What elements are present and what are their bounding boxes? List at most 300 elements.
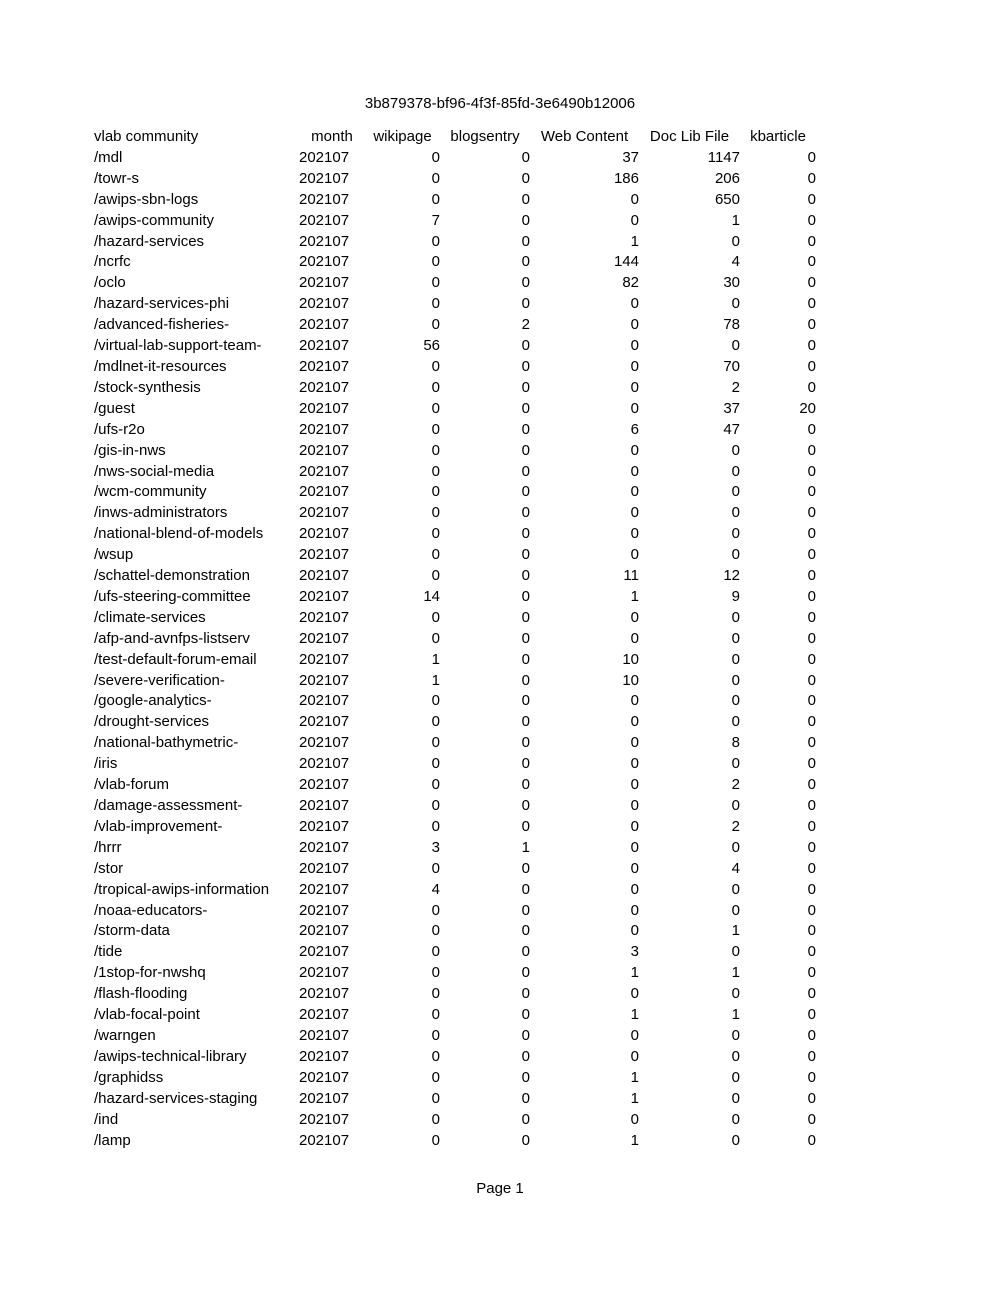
table-cell: 202107: [299, 190, 350, 208]
table-cell: 2: [731, 776, 740, 794]
column-header: Doc Lib File: [649, 128, 730, 145]
table-cell: /iris: [94, 755, 118, 773]
table-cell: 4: [731, 253, 740, 271]
table-cell: 202107: [299, 274, 350, 292]
table-cell: 0: [731, 1047, 740, 1065]
table-cell: 1: [630, 232, 639, 250]
table-cell: /vlab-improvement-: [94, 817, 223, 835]
table-cell: 0: [431, 922, 440, 940]
table-cell: /graphidss: [94, 1068, 164, 1086]
table-cell: 0: [630, 692, 639, 710]
table-cell: 1: [630, 1068, 639, 1086]
table-cell: 0: [521, 441, 530, 459]
table-cell: 0: [731, 797, 740, 814]
table-cell: 0: [521, 232, 530, 250]
table-cell: 0: [431, 901, 440, 919]
table-cell: 0: [521, 420, 530, 438]
table-cell: 0: [431, 797, 440, 814]
table-cell: 0: [431, 692, 440, 710]
table-cell: 6: [630, 420, 639, 438]
table-cell: 0: [431, 859, 440, 877]
table-cell: /mdlnet-it-resources: [94, 357, 227, 375]
table-cell: /afp-and-avnfps-listserv: [94, 629, 250, 647]
table-cell: 82: [622, 274, 639, 292]
table-cell: 0: [521, 211, 530, 229]
table-cell: 0: [731, 483, 740, 501]
column-header: month: [311, 128, 353, 145]
table-row: [94, 315, 816, 336]
table-cell: 0: [630, 817, 639, 835]
table-cell: 202107: [299, 441, 350, 459]
table-cell: /ncrfc: [94, 253, 131, 271]
table-cell: 0: [521, 253, 530, 271]
table-cell: /warngen: [94, 1026, 156, 1044]
table-cell: 0: [630, 525, 639, 543]
table-cell: 0: [630, 713, 639, 731]
table-cell: 0: [807, 567, 816, 585]
table-row: [94, 1047, 816, 1068]
table-cell: /stock-synthesis: [94, 378, 201, 396]
table-row: [94, 190, 816, 211]
table-cell: 202107: [299, 1089, 350, 1107]
table-cell: 56: [423, 337, 440, 355]
table-cell: 0: [431, 169, 440, 187]
table-cell: 0: [431, 1131, 440, 1149]
table-row: [94, 775, 816, 796]
table-cell: 0: [521, 1006, 530, 1024]
table-cell: /severe-verification-: [94, 671, 225, 689]
table-cell: 0: [521, 504, 530, 522]
table-cell: 0: [521, 1068, 530, 1086]
table-cell: 202107: [299, 922, 350, 940]
table-cell: 0: [630, 546, 639, 564]
table-cell: 0: [521, 880, 530, 898]
table-cell: 37: [723, 399, 740, 417]
table-cell: 186: [613, 169, 639, 187]
table-cell: /awips-sbn-logs: [94, 190, 199, 208]
table-cell: 0: [521, 1131, 530, 1149]
table-cell: 0: [431, 1047, 440, 1065]
table-cell: 0: [807, 441, 816, 459]
table-cell: 144: [613, 253, 639, 271]
table-cell: 202107: [299, 211, 350, 229]
table-cell: /test-default-forum-email: [94, 650, 257, 668]
table-row: [94, 1005, 816, 1026]
table-cell: 202107: [299, 1110, 350, 1128]
table-cell: 0: [521, 1047, 530, 1065]
table-cell: 1: [630, 1089, 639, 1107]
table-cell: 0: [731, 880, 740, 898]
table-row: [94, 629, 816, 650]
table-row: [94, 796, 816, 817]
table-row: [94, 859, 816, 880]
table-cell: 0: [807, 232, 816, 250]
table-cell: 0: [731, 504, 740, 522]
table-cell: /nws-social-media: [94, 462, 215, 480]
table-cell: 202107: [299, 859, 350, 877]
table-cell: /vlab-focal-point: [94, 1006, 200, 1024]
table-cell: 20: [799, 399, 816, 417]
table-row: [94, 148, 816, 169]
table-cell: 0: [807, 985, 816, 1003]
table-cell: 0: [630, 985, 639, 1003]
table-cell: /oclo: [94, 274, 126, 292]
table-cell: 0: [521, 608, 530, 626]
table-cell: 202107: [299, 650, 350, 668]
table-row: [94, 921, 816, 942]
table-cell: 2: [731, 378, 740, 396]
table-cell: 0: [431, 1110, 440, 1128]
table-row: [94, 880, 816, 901]
table-cell: 7: [431, 211, 440, 229]
table-cell: 202107: [299, 232, 350, 250]
table-cell: 0: [431, 253, 440, 271]
table-cell: /tide: [94, 943, 123, 961]
table-cell: 0: [807, 1047, 816, 1065]
table-cell: 0: [807, 420, 816, 438]
table-cell: 0: [807, 587, 816, 605]
table-cell: 206: [714, 169, 740, 187]
table-row: [94, 545, 816, 566]
table-cell: 0: [630, 859, 639, 877]
table-row: [94, 712, 816, 733]
table-cell: 10: [622, 671, 639, 689]
table-cell: 202107: [299, 943, 350, 961]
table-cell: 1: [521, 838, 530, 856]
table-cell: 0: [630, 211, 639, 229]
table-cell: 202107: [299, 734, 350, 752]
table-cell: 0: [431, 713, 440, 731]
table-cell: /hazard-services-phi: [94, 295, 230, 313]
table-cell: 0: [431, 399, 440, 417]
table-cell: 202107: [299, 148, 350, 166]
table-cell: 202107: [299, 169, 350, 187]
table-cell: 202107: [299, 1047, 350, 1065]
table-row: [94, 1068, 816, 1089]
table-cell: /national-blend-of-models: [94, 525, 264, 543]
table-cell: 0: [731, 713, 740, 731]
table-cell: 0: [521, 964, 530, 982]
table-cell: /wcm-community: [94, 483, 207, 501]
table-cell: 0: [630, 755, 639, 773]
table-cell: /mdl: [94, 148, 123, 166]
table-row: [94, 524, 816, 545]
table-cell: /flash-flooding: [94, 985, 188, 1003]
table-cell: 0: [807, 776, 816, 794]
table-cell: 0: [807, 274, 816, 292]
table-row: [94, 357, 816, 378]
table-cell: 0: [731, 1068, 740, 1086]
table-cell: 202107: [299, 880, 350, 898]
table-cell: 0: [731, 650, 740, 668]
table-cell: 0: [731, 671, 740, 689]
table-cell: 0: [630, 378, 639, 396]
table-cell: 11: [623, 567, 639, 585]
table-cell: 202107: [299, 1131, 350, 1149]
table-cell: 9: [731, 587, 740, 605]
table-cell: 10: [622, 650, 639, 668]
table-row: [94, 984, 816, 1005]
table-cell: 1: [731, 1006, 740, 1024]
table-cell: 202107: [299, 901, 350, 919]
table-cell: 0: [521, 1026, 530, 1044]
table-row: [94, 294, 816, 315]
table-cell: 0: [731, 1026, 740, 1044]
table-cell: 0: [731, 295, 740, 313]
table-cell: 0: [431, 357, 440, 375]
table-cell: 0: [807, 462, 816, 480]
table-cell: 0: [731, 462, 740, 480]
table-cell: 0: [807, 859, 816, 877]
table-cell: /awips-technical-library: [94, 1047, 247, 1065]
table-cell: 0: [431, 776, 440, 794]
table-cell: 0: [630, 629, 639, 647]
column-header: kbarticle: [750, 128, 806, 145]
column-header: blogsentry: [450, 128, 520, 145]
table-cell: /tropical-awips-information: [94, 880, 270, 898]
table-cell: 0: [521, 587, 530, 605]
table-cell: 0: [630, 608, 639, 626]
table-cell: 0: [521, 546, 530, 564]
table-cell: /stor: [94, 859, 124, 877]
table-row: [94, 462, 816, 483]
table-cell: 0: [521, 922, 530, 940]
table-cell: 70: [723, 357, 740, 375]
table-cell: 202107: [299, 985, 350, 1003]
table-cell: 0: [630, 357, 639, 375]
table-cell: 0: [431, 316, 440, 334]
table-cell: /hazard-services: [94, 232, 205, 250]
table-row: [94, 232, 816, 253]
table-cell: 0: [630, 797, 639, 814]
table-row: [94, 1089, 816, 1110]
table-cell: 1: [731, 964, 740, 982]
table-row: [94, 1026, 816, 1047]
table-cell: 202107: [299, 337, 350, 355]
table-cell: 202107: [299, 546, 350, 564]
table-cell: 0: [630, 922, 639, 940]
table-cell: 202107: [299, 671, 350, 689]
table-cell: 0: [521, 755, 530, 773]
table-cell: 0: [807, 797, 816, 814]
table-cell: /awips-community: [94, 211, 215, 229]
table-cell: /ind: [94, 1110, 119, 1128]
table-cell: 202107: [299, 253, 350, 271]
table-cell: 0: [431, 1026, 440, 1044]
table-cell: 202107: [299, 357, 350, 375]
table-row: [94, 754, 816, 775]
table-cell: 0: [521, 1110, 530, 1128]
table-cell: 0: [521, 378, 530, 396]
page-number: Page 1: [476, 1180, 524, 1197]
table-cell: /wsup: [94, 546, 134, 564]
table-cell: 0: [431, 295, 440, 313]
table-cell: 0: [630, 504, 639, 522]
table-row: [94, 942, 816, 963]
table-row: [94, 963, 816, 984]
table-cell: /storm-data: [94, 922, 170, 940]
table-cell: /vlab-forum: [94, 776, 170, 794]
table-cell: 202107: [299, 462, 350, 480]
table-cell: 0: [731, 441, 740, 459]
table-row: [94, 420, 816, 441]
table-cell: 0: [521, 399, 530, 417]
table-row: [94, 901, 816, 922]
table-cell: 3: [630, 943, 639, 961]
table-cell: 0: [521, 671, 530, 689]
table-cell: 202107: [299, 504, 350, 522]
table-cell: 0: [431, 378, 440, 396]
table-cell: 0: [731, 901, 740, 919]
table-cell: 202107: [299, 399, 350, 417]
table-header-row: [94, 127, 816, 148]
table-cell: 0: [807, 190, 816, 208]
table-cell: 0: [807, 337, 816, 355]
table-cell: /gis-in-nws: [94, 441, 166, 459]
table-cell: 202107: [299, 1026, 350, 1044]
table-cell: 0: [521, 797, 530, 814]
table-cell: 0: [807, 964, 816, 982]
table-body: [94, 148, 816, 1152]
table-row: [94, 378, 816, 399]
table-row: [94, 838, 816, 859]
table-cell: 1: [731, 922, 740, 940]
table-cell: 0: [807, 650, 816, 668]
table-cell: 0: [630, 1047, 639, 1065]
table-cell: 0: [807, 295, 816, 313]
table-cell: 0: [521, 692, 530, 710]
table-cell: 1147: [707, 148, 740, 166]
table-cell: /drought-services: [94, 713, 210, 731]
table-cell: 0: [431, 504, 440, 522]
table-cell: 202107: [299, 797, 350, 814]
table-cell: 0: [731, 608, 740, 626]
table-cell: 0: [521, 943, 530, 961]
table-cell: 0: [807, 1068, 816, 1086]
table-cell: 0: [630, 880, 639, 898]
table-cell: 0: [521, 650, 530, 668]
table-cell: 1: [731, 211, 740, 229]
table-cell: 0: [431, 629, 440, 647]
table-cell: 0: [431, 1006, 440, 1024]
table-cell: 0: [521, 337, 530, 355]
table-cell: 0: [731, 525, 740, 543]
table-cell: 1: [630, 1006, 639, 1024]
table-cell: 0: [807, 546, 816, 564]
table-cell: 0: [431, 148, 440, 166]
table-cell: 0: [431, 1068, 440, 1086]
table-cell: 37: [622, 148, 639, 166]
table-cell: /schattel-demonstration: [94, 567, 250, 585]
table-cell: 0: [521, 295, 530, 313]
table-cell: 0: [807, 692, 816, 710]
table-cell: 0: [521, 525, 530, 543]
table-cell: 0: [431, 420, 440, 438]
table-cell: 0: [807, 713, 816, 731]
table-row: [94, 691, 816, 712]
table-cell: 0: [807, 1131, 816, 1149]
table-cell: /towr-s: [94, 169, 139, 187]
data-table: [94, 127, 816, 1151]
table-cell: 202107: [299, 964, 350, 982]
table-cell: 0: [630, 776, 639, 794]
table-cell: 47: [723, 420, 740, 438]
table-cell: 0: [431, 190, 440, 208]
table-cell: 202107: [299, 420, 350, 438]
table-cell: 0: [431, 483, 440, 501]
table-cell: 0: [431, 462, 440, 480]
table-cell: 2: [521, 316, 530, 334]
table-cell: 0: [630, 838, 639, 856]
table-cell: 0: [731, 692, 740, 710]
table-cell: 0: [807, 211, 816, 229]
table-row: [94, 650, 816, 671]
table-cell: 202107: [299, 525, 350, 543]
table-cell: 0: [807, 525, 816, 543]
table-cell: 0: [521, 357, 530, 375]
table-cell: 0: [807, 1089, 816, 1107]
table-cell: 0: [807, 755, 816, 773]
table-cell: 202107: [299, 316, 350, 334]
table-cell: 202107: [299, 378, 350, 396]
table-cell: 0: [731, 755, 740, 773]
table-cell: 0: [521, 985, 530, 1003]
table-cell: 0: [521, 483, 530, 501]
table-cell: 202107: [299, 776, 350, 794]
table-cell: 0: [731, 629, 740, 647]
table-row: [94, 817, 816, 838]
table-cell: /inws-administrators: [94, 504, 228, 522]
table-row: [94, 441, 816, 462]
table-cell: 0: [431, 755, 440, 773]
table-cell: 0: [630, 734, 639, 752]
table-cell: 0: [431, 1089, 440, 1107]
column-header: Web Content: [540, 128, 629, 145]
table-cell: 202107: [299, 713, 350, 731]
table-cell: 0: [731, 232, 740, 250]
table-row: [94, 336, 816, 357]
table-cell: /hrrr: [94, 838, 122, 856]
table-row: [94, 1110, 816, 1131]
table-cell: 4: [731, 859, 740, 877]
table-cell: 78: [723, 316, 740, 334]
table-cell: 0: [731, 337, 740, 355]
column-header: wikipage: [373, 128, 432, 145]
table-cell: 0: [731, 943, 740, 961]
table-cell: 1: [431, 671, 440, 689]
table-cell: 0: [630, 462, 639, 480]
table-cell: 0: [431, 734, 440, 752]
table-cell: 202107: [299, 817, 350, 835]
table-cell: /damage-assessment-: [94, 797, 243, 814]
table-cell: 0: [521, 734, 530, 752]
table-row: [94, 587, 816, 608]
table-cell: /hazard-services-staging: [94, 1089, 258, 1107]
table-cell: 0: [731, 546, 740, 564]
table-cell: /google-analytics-: [94, 692, 212, 710]
table-cell: 0: [807, 608, 816, 626]
table-cell: 0: [807, 378, 816, 396]
table-cell: 30: [723, 274, 740, 292]
table-cell: /1stop-for-nwshq: [94, 964, 206, 982]
table-cell: 202107: [299, 483, 350, 501]
table-cell: 202107: [299, 608, 350, 626]
table-cell: 0: [431, 964, 440, 982]
table-cell: 202107: [299, 567, 350, 585]
table-cell: 0: [630, 441, 639, 459]
table-cell: /ufs-steering-committee: [94, 587, 251, 605]
table-cell: 202107: [299, 1068, 350, 1086]
